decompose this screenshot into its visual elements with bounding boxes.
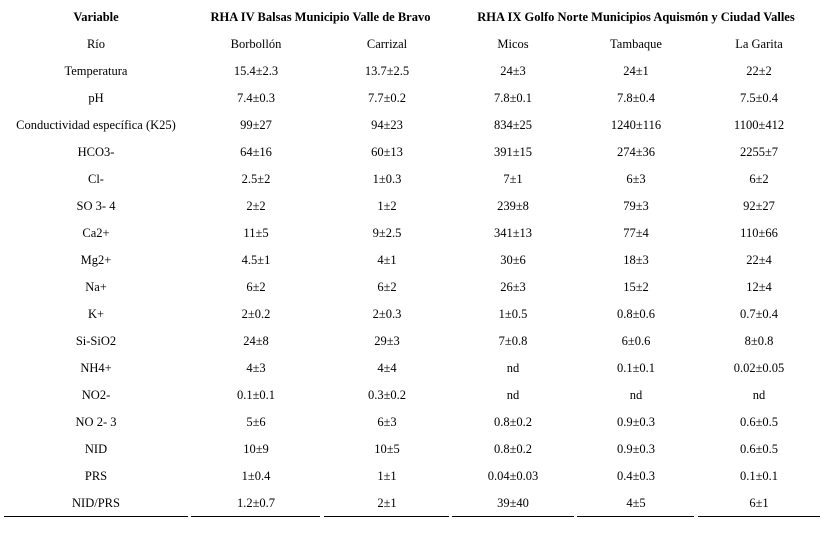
- table-cell: 7.4±0.3: [236, 91, 276, 105]
- table-cell: 2±2: [246, 199, 266, 213]
- table-cell: 4±4: [377, 361, 397, 375]
- row-label: NID: [84, 442, 108, 456]
- table-cell: 1±0.5: [498, 307, 528, 321]
- table-cell: 4.5±1: [241, 253, 271, 267]
- table-cell: 6±2: [246, 280, 266, 294]
- table-cell: 6±3: [626, 172, 646, 186]
- table-cell: 0.9±0.3: [616, 442, 656, 456]
- table-cell: 2±0.2: [241, 307, 271, 321]
- table-row: [0, 112, 825, 139]
- table-cell: 2±0.3: [372, 307, 402, 321]
- table-cell: 29±3: [374, 334, 400, 348]
- table-cell: Tambaque: [610, 37, 662, 51]
- table-cell: 0.8±0.2: [493, 442, 533, 456]
- table-row: [0, 355, 825, 382]
- table-row: [0, 247, 825, 274]
- table-row: [0, 139, 825, 166]
- group1-header: RHA IV Balsas Municipio Valle de Bravo: [210, 10, 431, 24]
- bottom-rule: [4, 516, 188, 517]
- table-cell: 15.4±2.3: [233, 64, 279, 78]
- table-cell: 7±0.8: [498, 334, 528, 348]
- table-row: [0, 382, 825, 409]
- header-row: [0, 4, 825, 31]
- table-cell: 13.7±2.5: [364, 64, 410, 78]
- table-cell: 0.04±0.03: [487, 469, 539, 483]
- table-cell: 341±13: [493, 226, 533, 240]
- table-cell: 6±0.6: [621, 334, 651, 348]
- table-row: [0, 274, 825, 301]
- row-label: Conductividad específica (K25): [16, 118, 176, 132]
- table-cell: nd: [506, 361, 520, 375]
- group2-header: RHA IX Golfo Norte Municipios Aquismón y Ciudad Valles: [477, 10, 795, 24]
- table-cell: 7.7±0.2: [367, 91, 407, 105]
- table-cell: 22±2: [746, 64, 772, 78]
- table-cell: 24±8: [243, 334, 269, 348]
- table-cell: 1240±116: [610, 118, 662, 132]
- table-cell: nd: [629, 388, 643, 402]
- table-cell: 2.5±2: [241, 172, 271, 186]
- row-label: Cl-: [88, 172, 104, 186]
- table-cell: 99±27: [240, 118, 272, 132]
- row-label: K+: [87, 307, 105, 321]
- table-cell: Borbollón: [230, 37, 282, 51]
- table-cell: 6±2: [749, 172, 769, 186]
- table-cell: 30±6: [500, 253, 526, 267]
- table-cell: nd: [752, 388, 766, 402]
- table-cell: 5±6: [246, 415, 266, 429]
- table-cell: 0.1±0.1: [739, 469, 779, 483]
- row-label: Temperatura: [64, 64, 128, 78]
- table-cell: 92±27: [743, 199, 775, 213]
- table-row: [0, 58, 825, 85]
- row-label: pH: [88, 91, 104, 105]
- table-cell: 12±4: [746, 280, 772, 294]
- table-cell: Micos: [497, 37, 529, 51]
- table-cell: 7.5±0.4: [739, 91, 779, 105]
- table-cell: 0.8±0.6: [616, 307, 656, 321]
- table-cell: 22±4: [746, 253, 772, 267]
- table-cell: 0.1±0.1: [616, 361, 656, 375]
- table-row: [0, 85, 825, 112]
- variable-header: Variable: [73, 10, 119, 24]
- table-cell: 0.7±0.4: [739, 307, 779, 321]
- table-cell: 6±1: [749, 496, 769, 510]
- table-cell: 834±25: [493, 118, 533, 132]
- table-row: [0, 463, 825, 490]
- table-cell: 7.8±0.4: [616, 91, 656, 105]
- table-cell: 1±0.3: [372, 172, 402, 186]
- table-cell: 8±0.8: [744, 334, 774, 348]
- table-cell: 0.6±0.5: [739, 442, 779, 456]
- table-cell: 24±3: [500, 64, 526, 78]
- row-label: NH4+: [80, 361, 112, 375]
- table-row: [0, 436, 825, 463]
- table-cell: 77±4: [623, 226, 649, 240]
- bottom-rule: [324, 516, 449, 517]
- row-label: PRS: [84, 469, 108, 483]
- table-cell: 64±16: [240, 145, 272, 159]
- bottom-rule: [577, 516, 694, 517]
- table-cell: 4±1: [377, 253, 397, 267]
- table-cell: 60±13: [371, 145, 403, 159]
- table-cell: 0.6±0.5: [739, 415, 779, 429]
- row-label: NO 2- 3: [75, 415, 117, 429]
- row-label: Mg2+: [80, 253, 112, 267]
- table-cell: 7±1: [503, 172, 523, 186]
- table-cell: 110±66: [740, 226, 778, 240]
- row-label: Na+: [85, 280, 107, 294]
- table-cell: 274±36: [616, 145, 656, 159]
- table-cell: 1100±412: [733, 118, 785, 132]
- table-cell: 1±1: [377, 469, 397, 483]
- table-row: [0, 166, 825, 193]
- table-row: [0, 328, 825, 355]
- table-cell: La Garita: [735, 37, 783, 51]
- table-row: [0, 490, 825, 517]
- bottom-rule: [191, 516, 320, 517]
- table-cell: 6±3: [377, 415, 397, 429]
- table-row: [0, 31, 825, 58]
- row-label: Ca2+: [82, 226, 110, 240]
- table-cell: 1±2: [377, 199, 397, 213]
- row-label: Río: [86, 37, 106, 51]
- table-cell: 1.2±0.7: [236, 496, 276, 510]
- table-cell: 10±5: [374, 442, 400, 456]
- table-cell: 4±5: [626, 496, 646, 510]
- table-cell: nd: [506, 388, 520, 402]
- bottom-rule: [698, 516, 820, 517]
- row-label: NO2-: [81, 388, 111, 402]
- table-cell: 1±0.4: [241, 469, 271, 483]
- table-cell: 15±2: [623, 280, 649, 294]
- table-row: [0, 193, 825, 220]
- table-cell: 26±3: [500, 280, 526, 294]
- table-cell: 0.8±0.2: [493, 415, 533, 429]
- table-cell: 9±2.5: [372, 226, 402, 240]
- row-label: NID/PRS: [72, 496, 120, 510]
- table-cell: 391±15: [493, 145, 533, 159]
- table-cell: 94±23: [371, 118, 403, 132]
- table-cell: 0.02±0.05: [733, 361, 785, 375]
- table-row: [0, 301, 825, 328]
- table-cell: 11±5: [243, 226, 269, 240]
- table-row: [0, 220, 825, 247]
- table-cell: 0.9±0.3: [616, 415, 656, 429]
- table-cell: 0.1±0.1: [236, 388, 276, 402]
- table-cell: 24±1: [623, 64, 649, 78]
- table-cell: 39±40: [497, 496, 529, 510]
- table-cell: 6±2: [377, 280, 397, 294]
- table-cell: 18±3: [623, 253, 649, 267]
- table-cell: 239±8: [497, 199, 529, 213]
- row-label: HCO3-: [77, 145, 115, 159]
- table-cell: 2±1: [377, 496, 397, 510]
- table-cell: 79±3: [623, 199, 649, 213]
- table-cell: 0.3±0.2: [367, 388, 407, 402]
- table-cell: 10±9: [243, 442, 269, 456]
- row-label: Si-SiO2: [75, 334, 117, 348]
- bottom-rule: [452, 516, 574, 517]
- table-cell: 4±3: [246, 361, 266, 375]
- table-cell: Carrizal: [366, 37, 408, 51]
- table-row: [0, 409, 825, 436]
- table-cell: 0.4±0.3: [616, 469, 656, 483]
- row-label: SO 3- 4: [76, 199, 116, 213]
- table-cell: 7.8±0.1: [493, 91, 533, 105]
- table-cell: 2255±7: [739, 145, 779, 159]
